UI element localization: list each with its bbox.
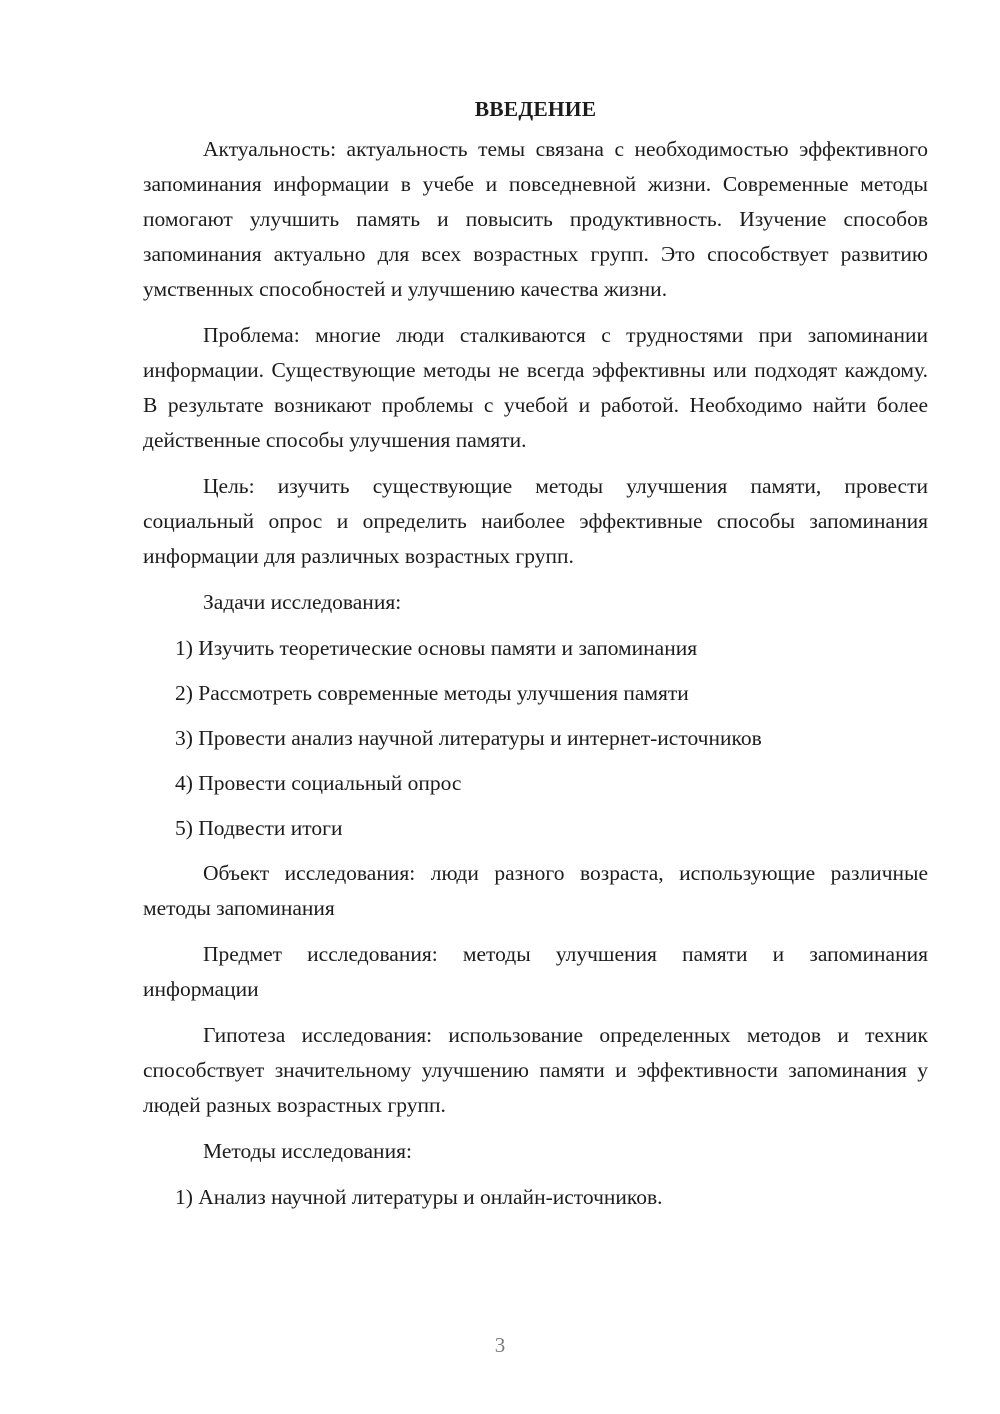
hypothesis-paragraph: Гипотеза исследования: использование определенных методов и техник способствует значительному улучшению памяти и эффективности запоминания у людей разных возрастных групп.	[143, 1023, 928, 1117]
page-number: 3	[494, 1333, 506, 1357]
problem-paragraph: Проблема: многие люди сталкиваются с трудностями при запоминании информации. Существующие методы не всегда эффективны или подходят каждому. В результате возникают проблемы с учебой и работой. Необходимо найти более действенные способы улучшения памяти.	[143, 323, 928, 452]
list-item: 2) Рассмотреть современные методы улучшения памяти	[175, 681, 689, 705]
goal-paragraph: Цель: изучить существующие методы улучшения памяти, провести социальный опрос и определить наиболее эффективные способы запоминания информации для различных возрастных групп.	[143, 474, 928, 568]
object-paragraph: Объект исследования: люди разного возраста, использующие различные методы запоминания	[143, 861, 928, 920]
list-item: 5) Подвести итоги	[175, 816, 343, 840]
list-item: 3) Провести анализ научной литературы и интернет-источников	[175, 726, 762, 750]
tasks-heading: Задачи исследования:	[203, 590, 402, 614]
relevance-paragraph: Актуальность: актуальность темы связана с необходимостью эффективного запоминания информации в учебе и повседневной жизни. Современные методы помогают улучшить память и повысить продуктивность. Изучение способов запоминания актуально для всех возрастных групп. Это способствует развитию умственных способностей и улучшению качества жизни.	[143, 137, 928, 301]
subject-paragraph: Предмет исследования: методы улучшения памяти и запоминания информации	[143, 942, 928, 1001]
methods-heading: Методы исследования:	[203, 1139, 412, 1163]
list-item: 1) Изучить теоретические основы памяти и запоминания	[175, 636, 698, 660]
methods-list	[143, 1180, 928, 1215]
section-title: ВВЕДЕНИЕ	[474, 97, 597, 121]
document-page	[143, 92, 928, 1225]
list-item: 4) Провести социальный опрос	[175, 771, 462, 795]
list-item: 1) Анализ научной литературы и онлайн-источников.	[175, 1185, 663, 1209]
tasks-list	[143, 631, 928, 846]
